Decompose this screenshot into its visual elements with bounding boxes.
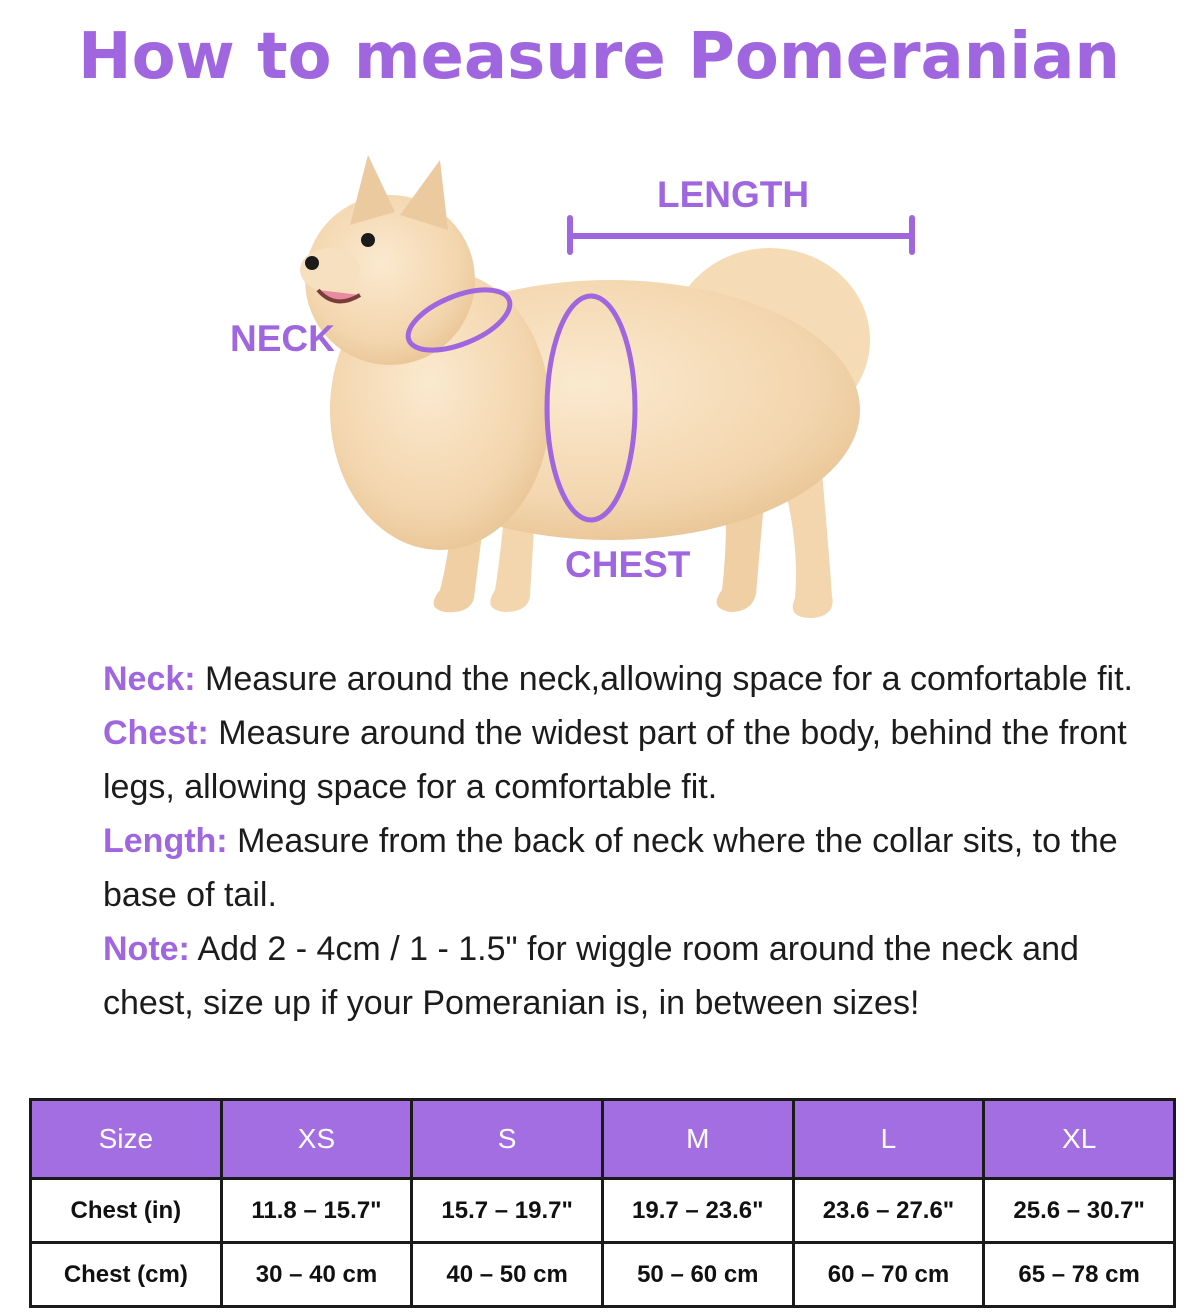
table-cell: 11.8 – 15.7" (221, 1179, 412, 1243)
measurement-diagram (0, 120, 1198, 650)
length-marker (570, 218, 912, 252)
instruction-label: Length: (103, 822, 228, 860)
neck-label: NECK (230, 318, 335, 359)
table-row (31, 1179, 1175, 1243)
instruction-text: Add 2 - 4cm / 1 - 1.5" for wiggle room around the neck and chest, size up if your Pomeranian is, in between sizes! (103, 930, 1079, 1022)
instruction-text: Measure from the back of neck where the collar sits, to the base of tail. (103, 822, 1118, 914)
header-cell: M (602, 1100, 793, 1179)
header-cell: S (412, 1100, 603, 1179)
instruction-label: Neck: (103, 660, 196, 698)
table-cell: 50 – 60 cm (602, 1243, 793, 1307)
table-cell: 23.6 – 27.6" (793, 1179, 984, 1243)
header-cell: Size (31, 1100, 222, 1179)
length-label: LENGTH (657, 174, 810, 215)
instruction-neck (103, 652, 1163, 706)
table-row (31, 1243, 1175, 1307)
measurement-instructions (103, 652, 1163, 1030)
table-cell: Chest (cm) (31, 1243, 222, 1307)
instruction-chest (103, 706, 1163, 814)
size-chart-table (29, 1098, 1176, 1308)
chest-label: CHEST (565, 544, 691, 585)
instruction-label: Note: (103, 930, 190, 968)
table-cell: 15.7 – 19.7" (412, 1179, 603, 1243)
table-cell: 30 – 40 cm (221, 1243, 412, 1307)
table-cell: 19.7 – 23.6" (602, 1179, 793, 1243)
instruction-text: Measure around the neck,allowing space for a comfortable fit. (195, 660, 1133, 698)
header-cell: L (793, 1100, 984, 1179)
header-cell: XS (221, 1100, 412, 1179)
instruction-note (103, 922, 1163, 1030)
table-cell: 60 – 70 cm (793, 1243, 984, 1307)
instruction-length (103, 814, 1163, 922)
page-title: How to measure Pomeranian (78, 20, 1120, 94)
table-cell: 25.6 – 30.7" (984, 1179, 1175, 1243)
table-cell: 65 – 78 cm (984, 1243, 1175, 1307)
instruction-text: Measure around the widest part of the body, behind the front legs, allowing space for a comfortable fit. (103, 714, 1127, 806)
table-header-row (31, 1100, 1175, 1179)
table-cell: 40 – 50 cm (412, 1243, 603, 1307)
table-cell: Chest (in) (31, 1179, 222, 1243)
instruction-label: Chest: (103, 714, 209, 752)
header-cell: XL (984, 1100, 1175, 1179)
